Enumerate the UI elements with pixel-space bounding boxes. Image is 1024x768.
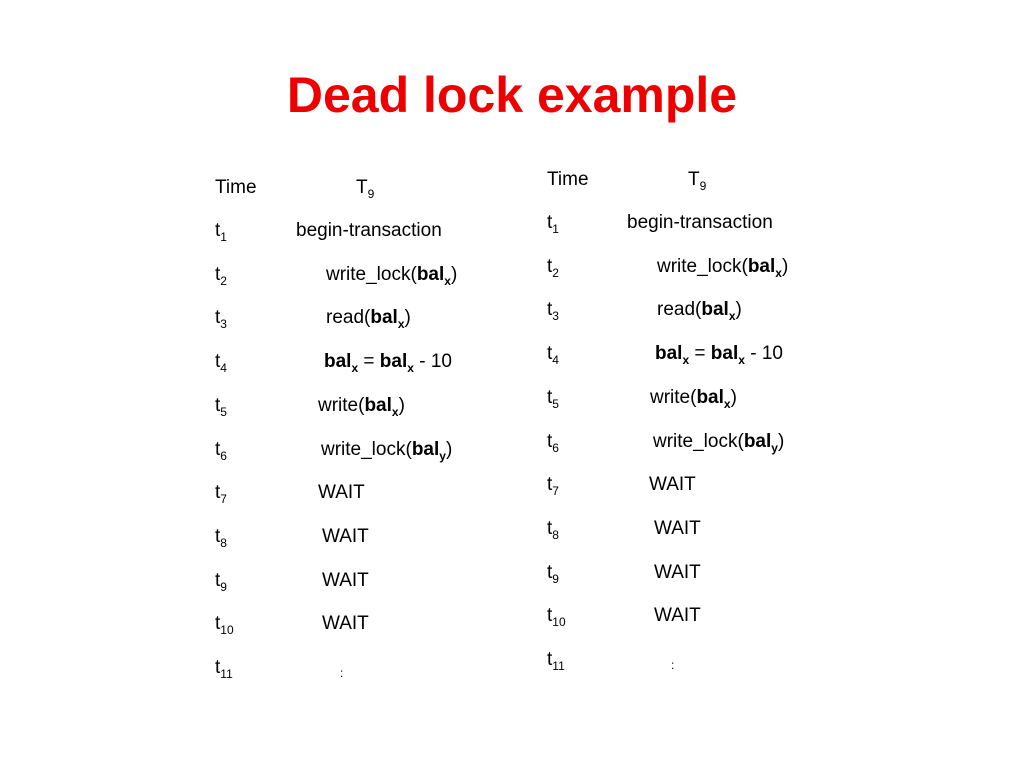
action-text: = — [358, 351, 380, 373]
variable-name: bal — [696, 386, 724, 408]
time-prefix: t — [215, 220, 221, 241]
time-cell — [547, 648, 565, 672]
action-text: write_lock( — [326, 263, 417, 285]
time-cell — [215, 263, 227, 287]
action-cell — [326, 306, 411, 330]
variable-name: bal — [379, 351, 408, 373]
action-text: WAIT — [654, 561, 701, 583]
time-cell — [215, 394, 227, 418]
action-cell — [654, 604, 701, 628]
time-subscript: 5 — [552, 396, 559, 411]
time-subscript: 6 — [220, 448, 227, 463]
action-text: WAIT — [322, 569, 369, 591]
action-cell — [657, 298, 742, 322]
action-cell — [322, 569, 369, 593]
action-cell — [326, 263, 457, 287]
action-cell — [653, 430, 784, 454]
time-prefix: t — [547, 299, 553, 321]
action-cell — [627, 211, 773, 235]
time-prefix: t — [547, 605, 553, 627]
time-cell — [547, 561, 559, 585]
time-cell — [215, 481, 227, 505]
action-text: ) — [450, 263, 458, 285]
variable-name: bal — [364, 394, 392, 416]
time-prefix: t — [547, 649, 553, 670]
action-text: ) — [404, 307, 411, 329]
time-prefix: t — [547, 474, 553, 496]
time-column-header: Time — [215, 177, 257, 198]
time-cell — [215, 438, 227, 462]
action-text: write_lock( — [653, 430, 744, 452]
time-cell — [547, 298, 559, 322]
action-cell — [654, 517, 701, 541]
time-subscript: 7 — [552, 484, 559, 499]
time-prefix: t — [547, 430, 553, 452]
variable-name: bal — [655, 343, 683, 365]
variable-subscript: x — [682, 353, 690, 368]
time-subscript: 10 — [220, 623, 234, 638]
variable-name: bal — [324, 351, 352, 373]
variable-subscript: x — [723, 396, 731, 411]
action-text: ) — [445, 438, 453, 460]
action-text: WAIT — [322, 525, 369, 547]
variable-name: bal — [701, 299, 729, 321]
action-text: write_lock( — [321, 438, 412, 460]
action-cell — [671, 648, 674, 673]
variable-name: bal — [710, 343, 739, 365]
time-cell — [215, 612, 234, 636]
action-text: begin-transaction — [296, 220, 442, 241]
slide-title: Dead lock example — [286, 67, 738, 123]
action-text: read( — [326, 307, 371, 329]
variable-subscript: x — [775, 265, 782, 280]
action-cell — [296, 219, 442, 243]
action-text: begin-transaction — [627, 212, 773, 233]
time-cell — [547, 473, 559, 497]
time-prefix: t — [547, 255, 553, 277]
action-text: write( — [650, 386, 697, 408]
time-prefix: t — [547, 386, 553, 408]
action-text: - 10 — [744, 343, 783, 365]
action-text: - 10 — [413, 351, 452, 373]
continuation-mark: : — [671, 658, 675, 672]
variable-name: bal — [743, 430, 772, 452]
action-text: WAIT — [654, 605, 701, 627]
action-cell — [318, 394, 405, 418]
action-text: WAIT — [318, 482, 365, 504]
variable-subscript: y — [771, 440, 778, 455]
time-subscript: 11 — [552, 659, 565, 673]
transaction-header-subscript: 9 — [699, 179, 707, 193]
time-subscript: 5 — [220, 404, 227, 419]
action-text: ) — [730, 386, 737, 408]
action-cell — [322, 612, 369, 636]
variable-subscript: x — [391, 404, 399, 419]
time-subscript: 6 — [552, 440, 559, 455]
action-cell — [340, 656, 343, 681]
time-cell — [547, 255, 559, 279]
time-prefix: t — [215, 657, 221, 678]
action-text: ) — [781, 255, 789, 277]
variable-subscript: y — [439, 448, 446, 463]
time-subscript: 4 — [552, 353, 559, 368]
time-column-header: Time — [547, 169, 589, 190]
action-text: WAIT — [322, 613, 369, 635]
action-cell — [649, 473, 696, 497]
time-subscript: 11 — [220, 667, 233, 681]
time-subscript: 8 — [552, 527, 559, 542]
time-subscript: 10 — [552, 615, 566, 630]
time-subscript: 2 — [220, 273, 227, 288]
time-prefix: t — [547, 561, 553, 583]
action-text: ) — [398, 394, 405, 416]
action-text: ) — [777, 430, 785, 452]
time-prefix: t — [215, 351, 221, 373]
variable-subscript: x — [407, 361, 414, 376]
transaction-column-header — [356, 176, 374, 200]
time-cell — [547, 430, 559, 454]
time-prefix: t — [215, 569, 221, 591]
action-text: WAIT — [654, 517, 701, 539]
time-cell — [215, 525, 227, 549]
time-prefix: t — [547, 212, 553, 233]
action-text: write( — [318, 394, 365, 416]
time-subscript: 7 — [220, 492, 227, 507]
action-text: read( — [657, 299, 702, 321]
time-subscript: 4 — [220, 361, 227, 376]
action-cell — [322, 525, 369, 549]
variable-subscript: x — [397, 317, 405, 332]
time-cell — [547, 211, 559, 235]
time-prefix: t — [215, 482, 221, 504]
time-prefix: t — [547, 343, 553, 365]
action-text: write_lock( — [657, 255, 748, 277]
action-cell — [318, 481, 365, 505]
time-prefix: t — [215, 394, 221, 416]
time-prefix: t — [215, 613, 221, 635]
transaction-header-prefix: T — [356, 177, 368, 198]
transaction-column-header — [688, 168, 706, 192]
time-subscript: 3 — [220, 317, 227, 332]
time-cell — [215, 219, 227, 243]
time-subscript: 9 — [220, 579, 227, 594]
time-subscript: 2 — [552, 265, 559, 280]
time-prefix: t — [215, 525, 221, 547]
time-cell — [215, 350, 227, 374]
time-prefix: t — [547, 517, 553, 539]
time-cell — [547, 386, 559, 410]
variable-name: bal — [411, 438, 440, 460]
variable-subscript: x — [738, 353, 745, 368]
time-prefix: t — [215, 263, 221, 285]
action-cell — [657, 255, 788, 279]
continuation-mark: : — [340, 666, 344, 680]
time-cell — [215, 569, 227, 593]
transaction-header-subscript: 9 — [367, 187, 375, 201]
variable-subscript: x — [728, 309, 736, 324]
action-text: ) — [735, 299, 742, 321]
action-text: WAIT — [649, 474, 696, 496]
time-cell — [215, 656, 233, 680]
time-cell — [215, 306, 227, 330]
variable-subscript: x — [444, 273, 451, 288]
time-subscript: 1 — [552, 222, 559, 236]
time-cell — [547, 342, 559, 366]
variable-name: bal — [370, 307, 398, 329]
time-prefix: t — [215, 438, 221, 460]
variable-name: bal — [416, 263, 445, 285]
time-prefix: t — [215, 307, 221, 329]
time-subscript: 1 — [220, 230, 227, 244]
variable-subscript: x — [351, 361, 359, 376]
variable-name: bal — [747, 255, 776, 277]
time-cell — [547, 604, 566, 628]
time-subscript: 3 — [552, 309, 559, 324]
time-cell — [547, 517, 559, 541]
action-cell — [655, 342, 783, 366]
transaction-header-prefix: T — [688, 169, 700, 190]
action-text: = — [689, 343, 711, 365]
action-cell — [654, 561, 701, 585]
action-cell — [650, 386, 737, 410]
action-cell — [321, 438, 452, 462]
time-subscript: 9 — [552, 571, 559, 586]
time-subscript: 8 — [220, 535, 227, 550]
action-cell — [324, 350, 452, 374]
